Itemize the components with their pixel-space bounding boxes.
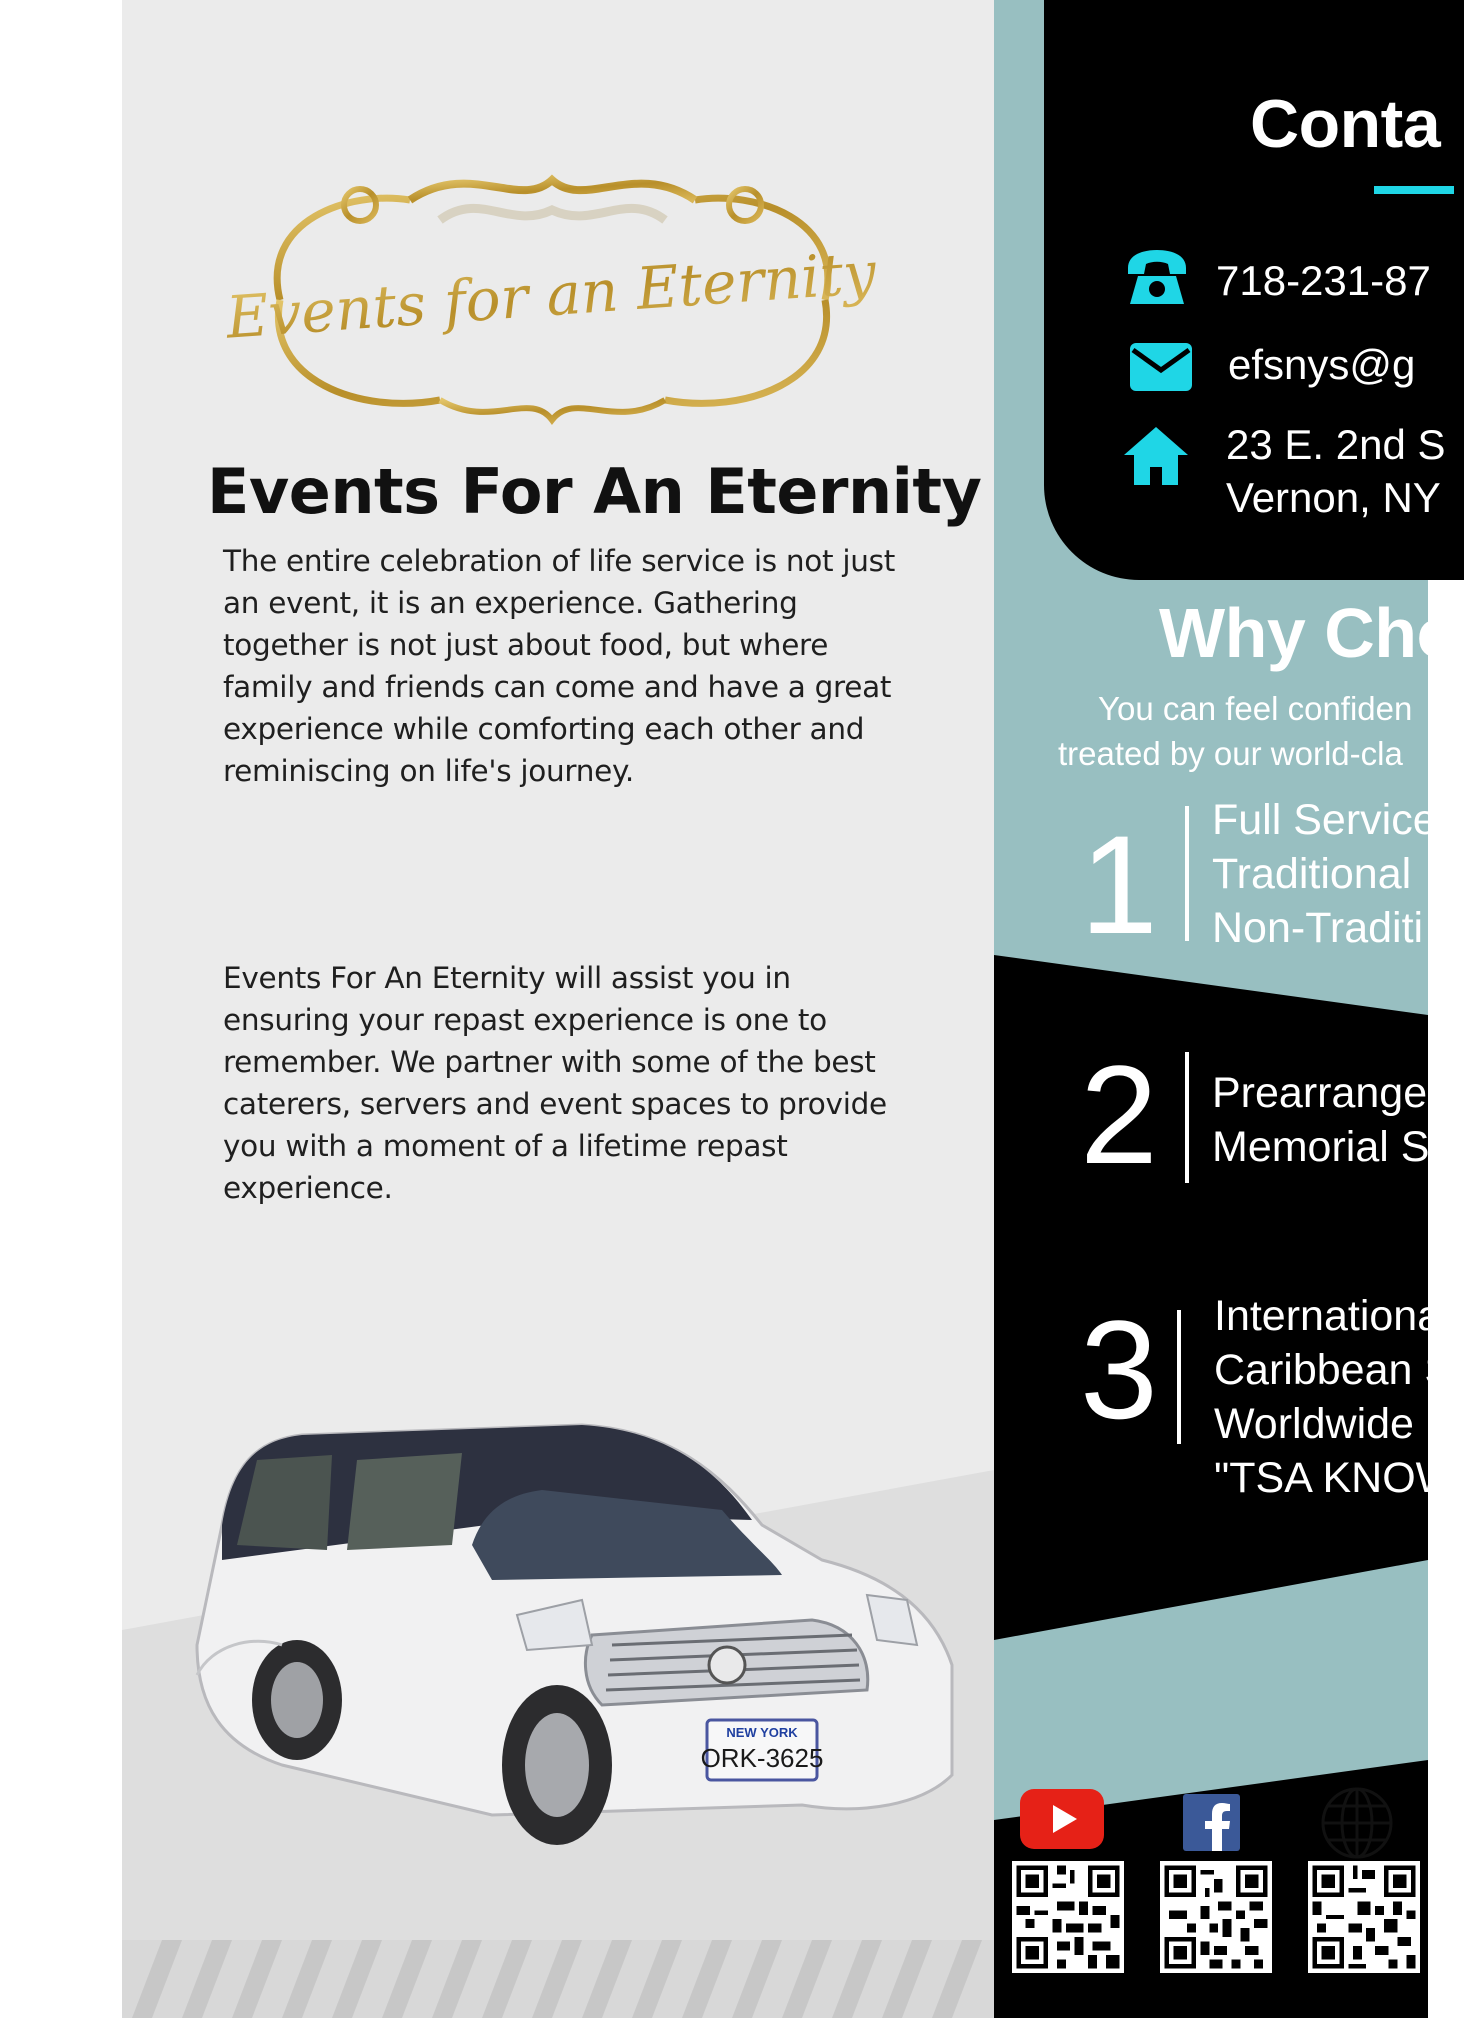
- qr-code-youtube[interactable]: [1012, 1861, 1124, 1973]
- email-icon[interactable]: [1129, 342, 1193, 392]
- service-1-line-2: Traditional: [1212, 850, 1412, 898]
- right-panel: [994, 0, 1459, 2018]
- why-choose-title: Why Cho: [1159, 594, 1459, 672]
- service-number-2: 2: [1080, 1036, 1158, 1193]
- intro-paragraph-2: Events For An Eternity will assist you in ensuring your repast experience is one to remember. We partner with some of the best caterers, servers and event spaces to provide you with a moment of a lifetime repast experience.: [223, 961, 887, 1205]
- qr-code-website[interactable]: [1308, 1861, 1420, 1973]
- left-panel: [122, 0, 994, 2018]
- service-divider-2: [1185, 1052, 1189, 1183]
- email-address[interactable]: efsnys@g: [1228, 341, 1416, 388]
- service-1-line-3: Non-Traditi: [1212, 904, 1424, 952]
- address-line-1: 23 E. 2nd S: [1226, 421, 1446, 468]
- contact-title-underline: [1374, 186, 1454, 194]
- globe-icon[interactable]: [1320, 1786, 1394, 1860]
- hatch-stripes: [122, 1940, 994, 2018]
- service-2-line-1: Prearrange: [1212, 1069, 1428, 1117]
- service-3-line-3: Worldwide: [1214, 1400, 1414, 1448]
- hearse-photo: [162, 1345, 992, 1865]
- intro-paragraph-1: The entire celebration of life service is not just an event, it is an experience. Gathering together is not just about food, but where family and friends can come and have a great experience while comforting each other and reminiscing on life's journey.: [223, 544, 896, 788]
- phone-number[interactable]: 718-231-87: [1216, 257, 1431, 304]
- service-1-line-1: Full Service: [1212, 796, 1437, 844]
- service-number-3: 3: [1080, 1291, 1158, 1448]
- service-3-line-4: "TSA KNOW: [1214, 1454, 1457, 1502]
- service-2-line-2: Memorial S: [1212, 1123, 1430, 1171]
- address-line-2: Vernon, NY: [1226, 474, 1441, 521]
- license-plate-number: ORK-3625: [700, 1743, 824, 1773]
- youtube-icon[interactable]: [1020, 1789, 1104, 1849]
- company-logo: [223, 150, 878, 440]
- page-title: Events For An Eternity: [207, 455, 982, 528]
- service-divider-1: [1185, 806, 1189, 941]
- facebook-icon[interactable]: [1183, 1794, 1240, 1851]
- why-choose-subtitle-line-1: You can feel confiden: [1098, 690, 1413, 727]
- contact-title: Conta: [1250, 86, 1441, 162]
- phone-icon[interactable]: [1124, 248, 1190, 306]
- logo-script-text: Events for an Eternity: [223, 238, 878, 352]
- service-3-line-2: Caribbean S: [1214, 1346, 1454, 1394]
- license-plate-state: NEW YORK: [726, 1725, 798, 1740]
- service-number-1: 1: [1080, 806, 1158, 963]
- why-choose-subtitle-line-2: treated by our world-cla: [1058, 735, 1403, 772]
- home-icon: [1122, 425, 1190, 487]
- service-3-line-1: Internationa: [1214, 1292, 1442, 1340]
- service-divider-3: [1177, 1310, 1181, 1444]
- qr-code-facebook[interactable]: [1160, 1861, 1272, 1973]
